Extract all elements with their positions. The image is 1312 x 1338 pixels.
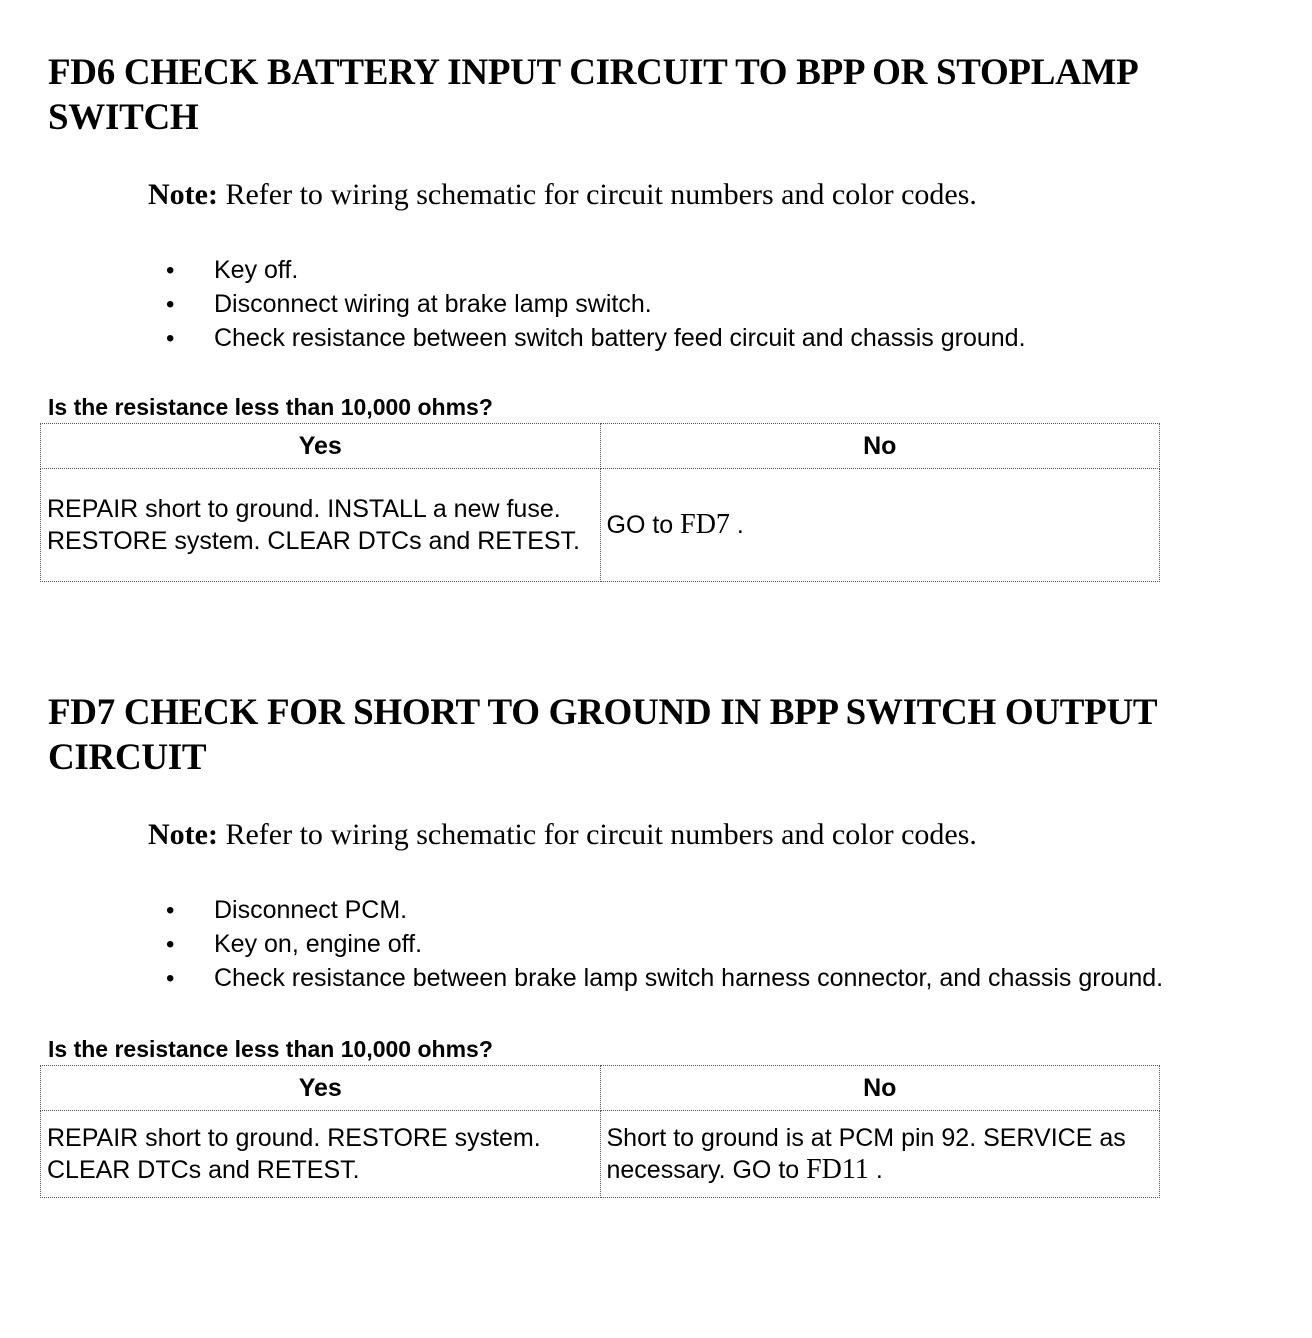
no-text: GO to bbox=[606, 511, 681, 539]
step-list bbox=[48, 894, 1278, 995]
section-heading: FD6 CHECK BATTERY INPUT CIRCUIT TO BPP OR STOPLAMP SWITCH bbox=[48, 52, 1137, 138]
table-header-row bbox=[41, 1066, 1160, 1111]
note bbox=[148, 818, 1278, 852]
no-header: No bbox=[600, 1066, 1160, 1111]
table-header-row bbox=[41, 424, 1160, 469]
step-link-fd7[interactable]: FD7 bbox=[680, 509, 730, 540]
list-item bbox=[48, 962, 1214, 995]
table-row bbox=[41, 469, 1160, 582]
bullet-icon: • bbox=[166, 325, 175, 352]
list-item bbox=[48, 254, 1214, 287]
step-text: Disconnect PCM. bbox=[214, 896, 408, 924]
no-cell bbox=[600, 469, 1160, 582]
list-item bbox=[48, 894, 1214, 927]
list-item bbox=[48, 928, 1214, 961]
step-text: Check resistance between switch battery feed circuit and chassis ground. bbox=[214, 324, 1026, 352]
step-link-fd11[interactable]: FD11 bbox=[806, 1154, 869, 1185]
no-suffix: . bbox=[868, 1156, 883, 1184]
no-header: No bbox=[600, 424, 1160, 469]
no-text: Short to ground is at PCM pin 92. SERVICE as necessary. GO to bbox=[606, 1124, 1126, 1184]
section-fd6 bbox=[48, 50, 1278, 582]
yes-header: Yes bbox=[41, 1066, 601, 1111]
question: Is the resistance less than 10,000 ohms? bbox=[48, 1036, 493, 1062]
question: Is the resistance less than 10,000 ohms? bbox=[48, 394, 493, 420]
yes-no-table bbox=[40, 1065, 1160, 1198]
step-text: Check resistance between brake lamp switch harness connector, and chassis ground. bbox=[214, 964, 1164, 992]
yes-cell: REPAIR short to ground. RESTORE system. CLEAR DTCs and RETEST. bbox=[41, 1111, 601, 1198]
section-fd7 bbox=[48, 690, 1278, 1198]
bullet-icon: • bbox=[166, 931, 175, 958]
bullet-icon: • bbox=[166, 897, 175, 924]
step-text: Key off. bbox=[214, 256, 299, 284]
no-cell bbox=[600, 1111, 1160, 1198]
step-text: Disconnect wiring at brake lamp switch. bbox=[214, 290, 652, 318]
note-text: Refer to wiring schematic for circuit numbers and color codes. bbox=[217, 178, 977, 211]
note-label: Note: bbox=[148, 818, 218, 851]
note-text: Refer to wiring schematic for circuit numbers and color codes. bbox=[217, 818, 977, 851]
note bbox=[148, 178, 1278, 212]
list-item bbox=[48, 322, 1214, 355]
yes-cell: REPAIR short to ground. INSTALL a new fuse. RESTORE system. CLEAR DTCs and RETEST. bbox=[41, 469, 601, 582]
bullet-icon: • bbox=[166, 257, 175, 284]
section-heading: FD7 CHECK FOR SHORT TO GROUND IN BPP SWITCH OUTPUT CIRCUIT bbox=[48, 692, 1157, 778]
note-label: Note: bbox=[148, 178, 218, 211]
bullet-icon: • bbox=[166, 965, 175, 992]
yes-no-table bbox=[40, 423, 1160, 582]
yes-header: Yes bbox=[41, 424, 601, 469]
list-item bbox=[48, 288, 1214, 321]
step-list bbox=[48, 254, 1278, 355]
step-text: Key on, engine off. bbox=[214, 930, 423, 958]
bullet-icon: • bbox=[166, 291, 175, 318]
table-row bbox=[41, 1111, 1160, 1198]
no-suffix: . bbox=[729, 511, 744, 539]
